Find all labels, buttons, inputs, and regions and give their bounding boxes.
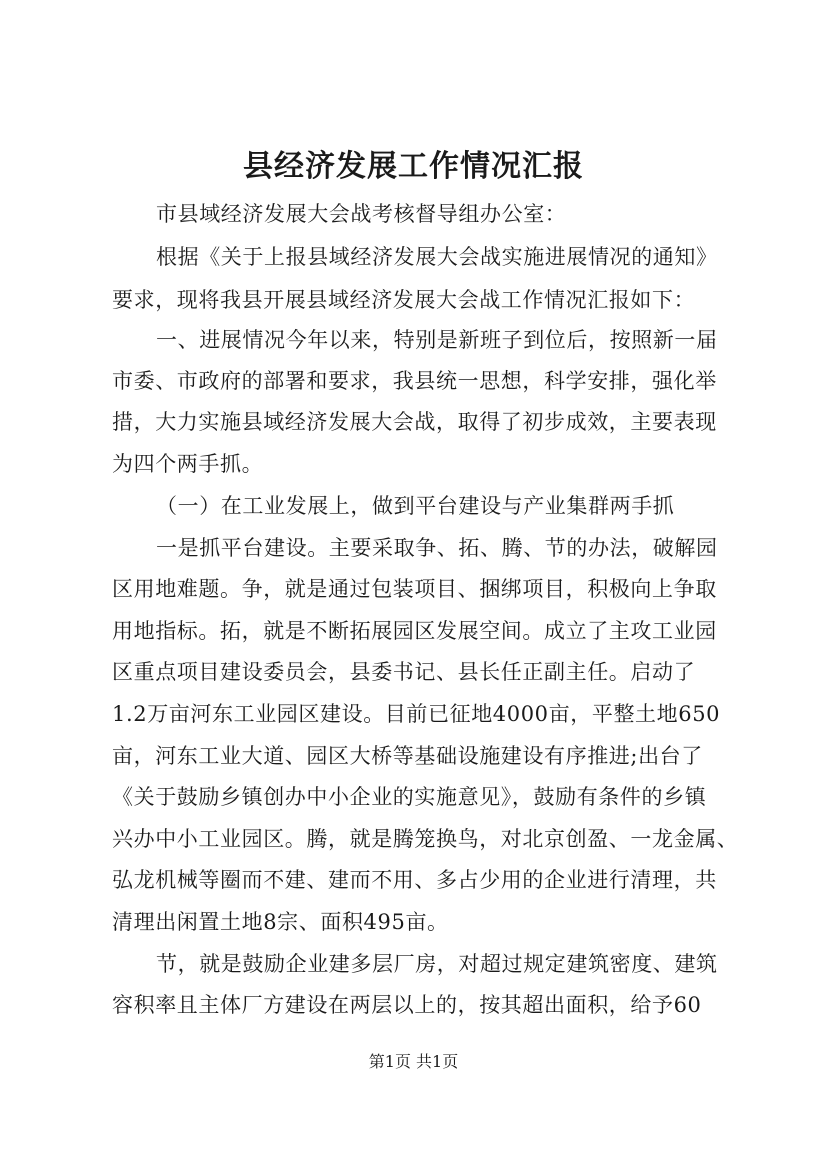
body-line: 根据《关于上报县域经济发展大会战实施进展情况的通知》 (156, 245, 718, 269)
body-line: 用地指标。拓，就是不断拓展园区发展空间。成立了主攻工业园 (112, 619, 717, 643)
body-line: 清理出闲置土地8宗、面积495亩。 (112, 910, 449, 934)
body-line: 《关于鼓励乡镇创办中小企业的实施意见》，鼓励有条件的乡镇 (112, 785, 707, 809)
body-line: 弘龙机械等圈而不建、建而不用、多占少用的企业进行清理，共 (112, 868, 717, 892)
body-line: 亩，河东工业大道、园区大桥等基础设施建设有序推进;出台了 (112, 744, 703, 768)
body-line: 措，大力实施县域经济发展大会战，取得了初步成效，主要表现 (112, 410, 717, 434)
page-footer: 第1页 共1页 (368, 1052, 459, 1071)
body-line: 区重点项目建设委员会，县委书记、县长任正副主任。启动了 (112, 660, 696, 684)
body-line: 节，就是鼓励企业建多层厂房，对超过规定建筑密度、建筑 (156, 952, 718, 976)
section-heading: （一）在工业发展上，做到平台建设与产业集群两手抓 (156, 494, 675, 518)
salutation-line: 市县域经济发展大会战考核督导组办公室： (156, 202, 567, 226)
body-line: 容积率且主体厂方建设在两层以上的，按其超出面积，给予60 (112, 993, 702, 1017)
body-line: 一、进展情况今年以来，特别是新班子到位后，按照新一届 (156, 328, 718, 352)
document-title: 县经济发展工作情况汇报 (243, 149, 584, 184)
body-line: 1.2万亩河东工业园区建设。目前已征地4000亩，平整土地650 (112, 702, 721, 726)
body-line: 兴办中小工业园区。腾，就是腾笼换鸟，对北京创盈、一龙金属、 (112, 827, 739, 851)
body-line: 一是抓平台建设。主要采取争、拓、腾、节的办法，破解园 (156, 536, 718, 560)
body-line: 要求，现将我县开展县域经济发展大会战工作情况汇报如下： (112, 288, 696, 312)
body-line: 区用地难题。争，就是通过包装项目、捆绑项目，积极向上争取 (112, 577, 717, 601)
body-line: 市委、市政府的部署和要求，我县统一思想，科学安排，强化举 (112, 369, 717, 393)
body-line: 为四个两手抓。 (112, 452, 264, 476)
